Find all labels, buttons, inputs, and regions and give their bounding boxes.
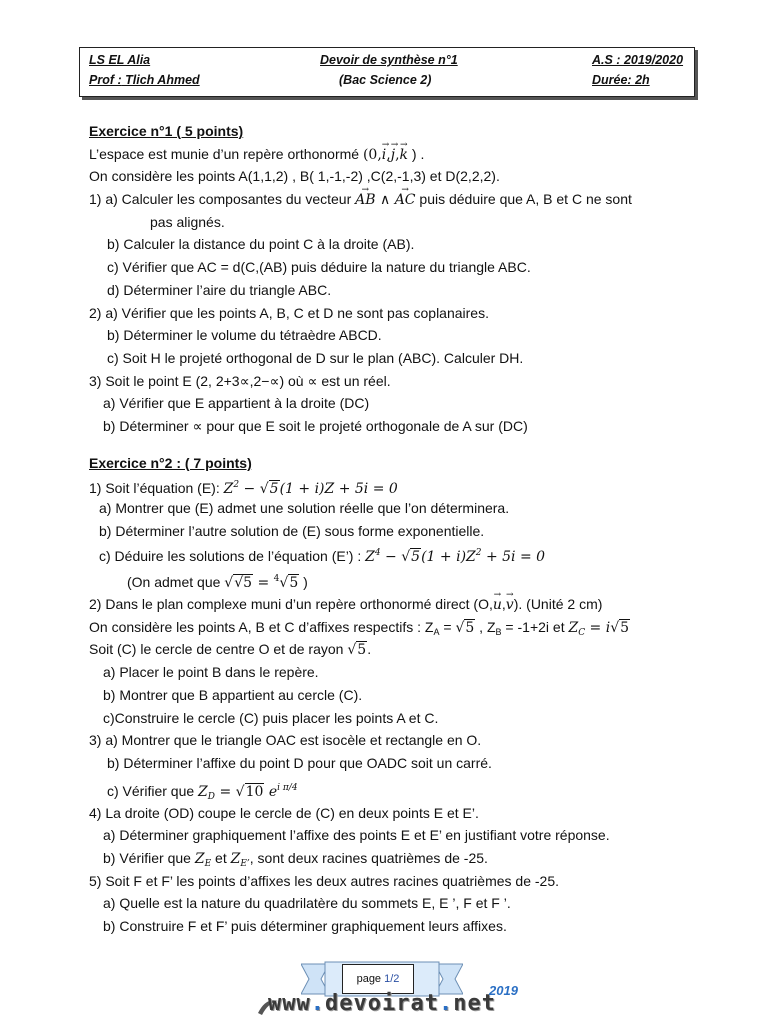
- root-value: 5: [289, 575, 299, 592]
- ex1-q1a-text: 1) a) Calculer les composantes du vecteur: [89, 191, 356, 208]
- ex2-line-10: b) Montrer que B appartient au cercle (C).: [103, 686, 363, 703]
- ex1-frame-origin: (0,: [362, 146, 382, 163]
- exponent: 4: [374, 548, 381, 559]
- ex2-line-15: 4) La droite (OD) coupe le cercle de (C) en deux points E et E’.: [89, 804, 479, 821]
- period: .: [367, 641, 372, 658]
- exam-title: Devoir de synthèse n°1: [320, 53, 458, 67]
- section-gap: [89, 438, 709, 452]
- watermark-name: devoirat: [325, 991, 439, 1016]
- sqrt-symbol: √: [610, 619, 620, 636]
- ex2-line-8: [89, 638, 709, 661]
- teacher-label: Prof :: [89, 73, 122, 87]
- ex1-line-8: 2) a) Vérifier que les points A, B, C et D ne sont pas coplanaires.: [89, 304, 489, 321]
- exam-content: [89, 120, 709, 938]
- equation-e-prime: [365, 549, 545, 565]
- exp-base: e: [264, 783, 278, 800]
- vector-ab: → AB: [355, 189, 375, 212]
- subscript: C: [578, 627, 586, 638]
- var-z: Z: [194, 850, 205, 867]
- var-z: Z: [365, 549, 375, 566]
- exam-level: (Bac Science 2): [339, 73, 432, 87]
- ex2-q1c-text: c) Déduire les solutions de l’équation (E’) :: [99, 548, 366, 565]
- ex1-line-3: [89, 188, 709, 211]
- minus-sign: −: [239, 481, 260, 498]
- equals-sign: =: [215, 783, 236, 800]
- sqrt-value: 5: [411, 549, 421, 566]
- ex1-frame-close: ) .: [408, 145, 425, 162]
- ex1-text: L’espace est munie d’un repère orthonormé: [89, 145, 363, 162]
- var-z: Z: [223, 481, 234, 498]
- subscript: D: [207, 791, 215, 802]
- sqrt-value: 10: [245, 783, 264, 800]
- sqrt-value: 5: [357, 642, 367, 659]
- ex1-line-4: pas alignés.: [150, 213, 225, 230]
- teacher-line: [89, 73, 200, 87]
- ex2-line-12: 3) a) Montrer que le triangle OAC est isocèle et rectangle en O.: [89, 732, 482, 749]
- ex1-line-7: d) Déterminer l’aire du triangle ABC.: [107, 281, 332, 298]
- page-label: page: [356, 973, 385, 985]
- ex2-line-7: [89, 616, 709, 639]
- ex1-line-10: c) Soit H le projeté orthogonal de D sur le plan (ABC). Calculer DH.: [107, 349, 524, 366]
- equals-i: = i: [585, 619, 611, 636]
- ex2-line-20: b) Construire F et F’ puis déterminer graphiquement leurs affixes.: [103, 918, 507, 934]
- subscript: E’: [240, 858, 250, 869]
- sqrt-symbol: √: [235, 783, 245, 800]
- ex1-line-13: b) Déterminer ∝ pour que E soit le projeté orthogonale de A sur (DC): [103, 417, 528, 434]
- subscript: A: [433, 626, 440, 637]
- school-name: LS EL Alia: [89, 53, 151, 67]
- ex2-circle-text: Soit (C) le cercle de centre O et de rayon: [89, 641, 348, 658]
- page-number: 1/2: [384, 973, 400, 985]
- ex2-affixes-text: On considère les points A, B et C d’affixes respectifs : Z: [89, 618, 434, 635]
- ex2-line-19: a) Quelle est la nature du quadrilatère du sommets E, E ’, F et F ’.: [103, 895, 511, 912]
- teacher-name: Tlich Ahmed: [121, 73, 200, 87]
- minus-sign: −: [380, 549, 402, 566]
- watermark-tld: net: [453, 991, 496, 1016]
- ex2-hint-text: (On admet que: [127, 574, 225, 591]
- vector-ac: → AC: [395, 189, 416, 212]
- ex2-line-3: b) Déterminer l’autre solution de (E) sous forme exponentielle.: [99, 522, 485, 539]
- ex2-line-5: [89, 565, 709, 593]
- sqrt-symbol: √: [455, 619, 465, 636]
- ex2-q2-text: 2) Dans le plan complexe muni d’un repère orthonormé direct (O,: [89, 596, 493, 613]
- sqrt-value: 5: [620, 619, 630, 636]
- page-footer: [0, 955, 768, 1024]
- ex2-q4b-text: b) Vérifier que: [103, 849, 195, 866]
- subscript: E: [204, 858, 212, 869]
- equals-sign: =: [439, 618, 456, 635]
- var-z: Z: [198, 783, 208, 800]
- ex1-line-12: a) Vérifier que E appartient à la droite (DC): [103, 395, 370, 412]
- site-watermark: [268, 991, 496, 1016]
- watermark-dot: .: [310, 991, 325, 1016]
- nested-sqrt: √√5 = $^4$√5: [224, 574, 299, 592]
- exam-duration: Durée: 2h: [592, 73, 650, 87]
- ex2-line-11: c)Construire le cercle (C) puis placer les points A et C.: [103, 709, 439, 726]
- ex2-line-13: b) Déterminer l’affixe du point D pour que OADC soit un carré.: [107, 754, 492, 771]
- equation-e: [224, 481, 398, 497]
- watermark-prefix: www: [268, 991, 311, 1016]
- ex2-q3c-text: c) Vérifier que: [107, 782, 199, 799]
- ex2-line-18: 5) Soit F et F’ les points d’affixes les deux autres racines quatrièmes de -25.: [89, 872, 560, 889]
- equation-middle: (1 + i)Z: [421, 549, 476, 566]
- root-index: 4: [273, 574, 280, 585]
- cross-product-sign: ∧: [375, 192, 395, 209]
- watermark-dot: .: [438, 991, 454, 1016]
- exercise-1-title: Exercice n°1 ( 5 points): [89, 123, 244, 139]
- exponent: 2: [475, 548, 482, 559]
- sqrt-value: 5: [465, 619, 475, 636]
- school-year: A.S : 2019/2020: [592, 53, 684, 67]
- var-z: Z: [230, 850, 241, 867]
- vector-u: → u: [493, 594, 502, 617]
- exam-header: [79, 47, 695, 97]
- page-number-box: [342, 964, 414, 994]
- ex1-frame: (0,→ i,→ j,→ k: [363, 147, 408, 163]
- var-z: Z: [568, 619, 579, 636]
- sqrt-symbol: √: [347, 642, 357, 659]
- ex1-line-5: b) Calculer la distance du point C à la droite (AB).: [107, 236, 415, 253]
- ex2-line-17: [89, 847, 709, 870]
- ex2-line-1: [89, 474, 709, 497]
- ex1-line-6: c) Vérifier que AC = d(C,(AB) puis déduire la nature du triangle ABC.: [107, 259, 531, 276]
- ex2-line-6: [89, 593, 709, 616]
- exponent: i π/4: [277, 782, 298, 793]
- watermark-year: 2019: [489, 983, 518, 998]
- vector-j: → j: [391, 144, 395, 167]
- ex1-q1a-rest: puis déduire que A, B et C ne sont: [415, 191, 632, 208]
- vector-k: → k: [400, 144, 408, 167]
- ex1-line-2: On considère les points A(1,1,2) , B( 1,-1,-2) ,C(2,-1,3) et D(2,2,2).: [89, 168, 500, 185]
- ex2-hint-close: ): [299, 574, 308, 591]
- equation-rest: + 5i = 0: [481, 549, 546, 566]
- comma: ,: [501, 596, 506, 613]
- sqrt-value: 5: [269, 481, 279, 498]
- equation-rest: (1 + i)Z + 5i = 0: [279, 481, 398, 498]
- subscript: B: [495, 626, 502, 637]
- exponent: 2: [233, 480, 240, 491]
- ex2-line-4: [89, 542, 709, 565]
- ex2-affixes-mid: , Z: [475, 618, 496, 635]
- vector-i: → i: [382, 144, 386, 167]
- ex2-affix-b: = -1+2i et: [501, 618, 569, 635]
- conjunction: et: [211, 849, 231, 866]
- equals-sign: =: [253, 575, 274, 592]
- ex2-line-16: a) Déterminer graphiquement l’affixe des points E et E’ en justifiant votre réponse.: [103, 827, 610, 844]
- ex1-line-1: [89, 143, 709, 166]
- ex1-line-9: b) Déterminer le volume du tétraèdre ABCD.: [107, 327, 382, 344]
- vector-v: → v: [506, 594, 514, 617]
- ex2-line-2: a) Montrer que (E) admet une solution réelle que l’on déterminera.: [99, 500, 510, 516]
- sqrt-value: √5: [234, 575, 253, 592]
- ex2-q2-rest: ). (Unité 2 cm): [513, 596, 603, 613]
- exercise-2-title: Exercice n°2 : ( 7 points): [89, 454, 252, 471]
- sqrt-symbol: √: [259, 481, 269, 498]
- ex2-line-9: a) Placer le point B dans le repère.: [103, 664, 319, 681]
- ex2-q1-text: 1) Soit l’équation (E):: [89, 480, 224, 497]
- sqrt-symbol: √: [401, 549, 411, 566]
- ex2-line-14: [89, 775, 709, 802]
- ex2-q4b-rest: , sont deux racines quatrièmes de -25.: [249, 849, 488, 866]
- ex1-line-11: 3) Soit le point E (2, 2+3∝,2−∝) où ∝ est un réel.: [89, 372, 391, 389]
